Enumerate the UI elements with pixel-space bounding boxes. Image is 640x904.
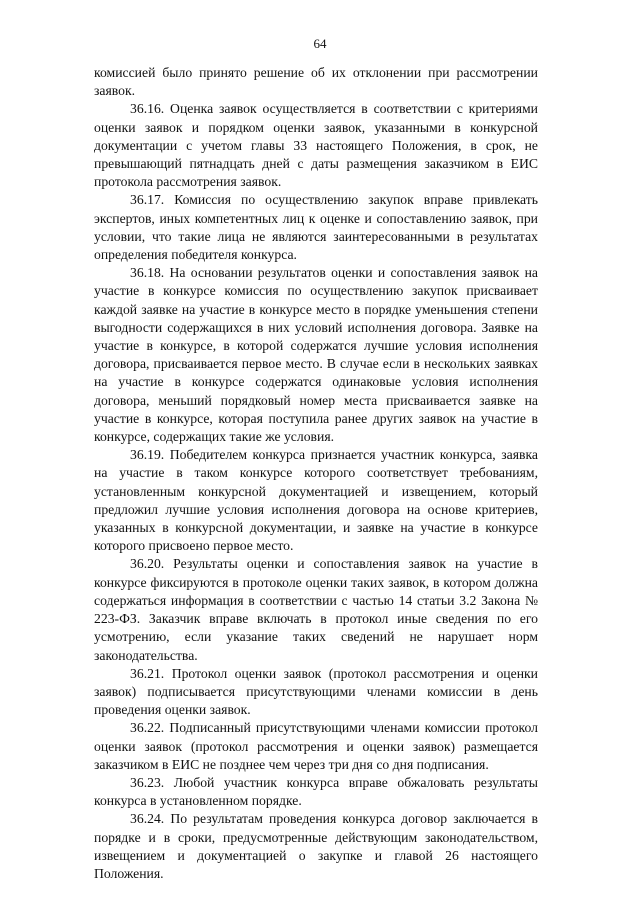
page-number: 64 bbox=[313, 36, 327, 51]
paragraph-36-17: 36.17. Комиссия по осуществлению закупок вправе привлекать экспертов, иных компетентных лиц к оценке и сопоставлению заявок, при условии, что такие лица не являются заинтересованными в результатах определения победителя конкурса. bbox=[94, 192, 538, 263]
paragraph-36-20: 36.20. Результаты оценки и сопоставления заявок на участие в конкурсе фиксируются в протоколе оценки таких заявок, в котором должна содержаться информация в соответствии с частью 14 статьи 3.2 Закона № 223-ФЗ. Заказчик вправе включать в протокол иные сведения по его усмотрению, если указание таких сведений не нарушает норм законодательства. bbox=[94, 556, 538, 663]
document-body bbox=[94, 64, 538, 883]
paragraph-36-24: 36.24. По результатам проведения конкурса договор заключается в порядке и в сроки, предусмотренные действующим законодательством, извещением и документацией о закупке и главой 26 настоящего Положения. bbox=[94, 811, 538, 881]
paragraph-36-18: 36.18. На основании результатов оценки и сопоставления заявок на участие в конкурсе комиссия по осуществлению закупок присваивает каждой заявке на участие в конкурсе место в порядке уменьшения степени выгодности содержащихся в них условий исполнения договора. Заявке на участие в конкурсе, в которой содержатся лучшие условия исполнения договора, присваивается первое место. В случае если в нескольких заявках на участие в конкурсе содержатся одинаковые условия исполнения договора, меньший порядковый номер места присваивается заявке на участие в конкурсе, которая поступила ранее других заявок на участие в конкурсе, содержащих такие же условия. bbox=[94, 265, 538, 445]
paragraph-continuation: комиссией было принято решение об их отклонении при рассмотрении заявок. bbox=[94, 65, 538, 99]
paragraph-36-22: 36.22. Подписанный присутствующими членами комиссии протокол оценки заявок (протокол рассмотрения и оценки заявок) размещается заказчиком в ЕИС не позднее чем через три дня со дня подписания. bbox=[94, 720, 538, 772]
paragraph-36-16: 36.16. Оценка заявок осуществляется в соответствии с критериями оценки заявок и порядком оценки заявок, указанными в конкурсной документации с учетом главы 33 настоящего Положения, в срок, не превышающий пятнадцать дней с даты размещения заказчиком в ЕИС протокола рассмотрения заявок. bbox=[94, 101, 538, 190]
paragraph-36-21: 36.21. Протокол оценки заявок (протокол рассмотрения и оценки заявок) подписывается присутствующими членами комиссии в день проведения оценки заявок. bbox=[94, 665, 538, 718]
paragraph-36-19: 36.19. Победителем конкурса признается участник конкурса, заявка на участие в таком конкурсе которого соответствует требованиям, установленным конкурсной документацией и извещением, который предложил лучшие условия исполнения договора на основе критериев, указанных в конкурсной документации, и заявке на участие в конкурсе которого присвоено первое место. bbox=[94, 447, 538, 554]
paragraph-36-23: 36.23. Любой участник конкурса вправе обжаловать результаты конкурса в установленном порядке. bbox=[94, 774, 538, 809]
